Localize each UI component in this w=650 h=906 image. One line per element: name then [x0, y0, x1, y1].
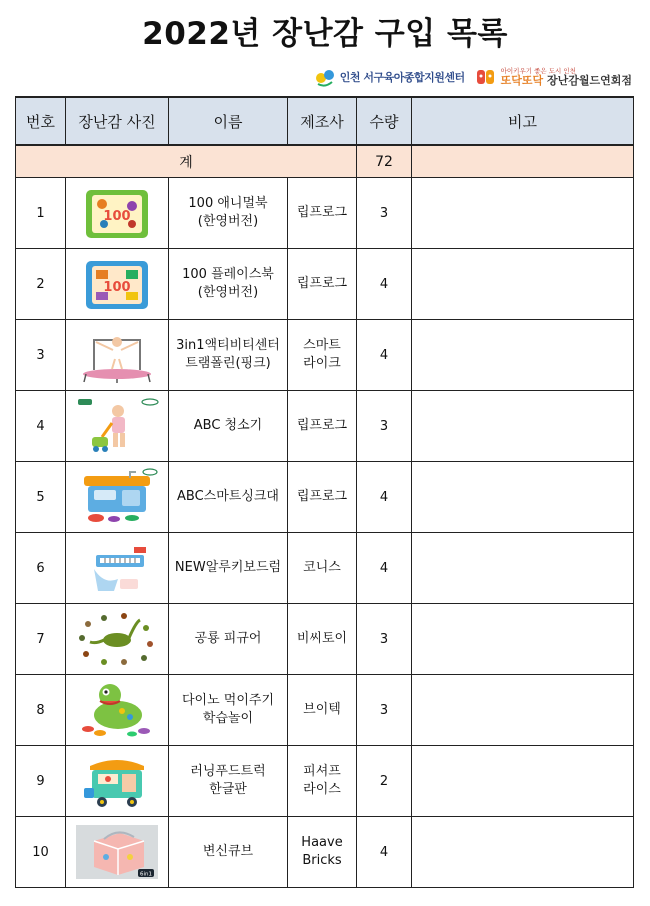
row-maker: 비씨토이	[288, 604, 357, 675]
row-number: 8	[16, 675, 66, 746]
activity-cube-icon	[74, 823, 160, 881]
row-name: 러닝푸드트럭 한글판	[169, 746, 288, 817]
row-number: 9	[16, 746, 66, 817]
toy-purchase-table	[15, 96, 634, 888]
food-truck-icon	[74, 752, 160, 810]
row-name: ABC 청소기	[169, 391, 288, 462]
row-name: 공룡 피규어	[169, 604, 288, 675]
row-number: 2	[16, 249, 66, 320]
row-photo	[66, 817, 169, 888]
row-quantity: 4	[357, 462, 412, 533]
row-photo	[66, 249, 169, 320]
animal-book-icon	[74, 184, 160, 242]
header-note: 비고	[412, 97, 634, 145]
photo-badge-text: 100	[103, 280, 131, 295]
row-quantity: 4	[357, 533, 412, 604]
table-row	[16, 391, 634, 462]
header-quantity: 수량	[357, 97, 412, 145]
row-quantity: 3	[357, 604, 412, 675]
photo-badge-text: 100	[103, 209, 131, 224]
partner-slogan: 아이키우기 좋은 도시 인천	[500, 67, 576, 76]
row-quantity: 3	[357, 675, 412, 746]
row-photo	[66, 462, 169, 533]
row-note	[412, 391, 634, 462]
row-maker: 브이텍	[288, 675, 357, 746]
header-maker: 제조사	[288, 97, 357, 145]
table-row	[16, 746, 634, 817]
table-row	[16, 320, 634, 391]
partner-name-1: 또닥또닥	[500, 73, 544, 87]
photo-badge-text: 6in1	[139, 871, 153, 878]
row-maker: 스마트 라이크	[288, 320, 357, 391]
sink-toy-icon	[74, 468, 160, 526]
table-row	[16, 675, 634, 746]
header-photo: 장난감 사진	[66, 97, 169, 145]
row-photo	[66, 604, 169, 675]
row-photo	[66, 391, 169, 462]
center-logo-text: 인천 서구육아종합지원센터	[339, 71, 465, 84]
row-note	[412, 462, 634, 533]
header-number: 번호	[16, 97, 66, 145]
row-note	[412, 533, 634, 604]
row-name: ABC스마트싱크대	[169, 462, 288, 533]
trampoline-icon	[74, 326, 160, 384]
row-photo	[66, 320, 169, 391]
total-note	[412, 145, 634, 178]
keyboard-drum-icon	[74, 539, 160, 597]
header-name: 이름	[169, 97, 288, 145]
row-note	[412, 249, 634, 320]
page-title: 2022년 장난감 구입 목록	[142, 16, 508, 52]
row-quantity: 3	[357, 391, 412, 462]
row-note	[412, 178, 634, 249]
row-photo	[66, 178, 169, 249]
row-quantity: 4	[357, 817, 412, 888]
row-name: 100 애니멀북 (한영버전)	[169, 178, 288, 249]
center-logo	[314, 66, 465, 88]
row-note	[412, 604, 634, 675]
table-row	[16, 817, 634, 888]
row-number: 6	[16, 533, 66, 604]
row-photo	[66, 675, 169, 746]
partner-name-2: 장난감월드연회점	[546, 73, 632, 87]
row-name: 3in1액티비티센터 트램폴린(핑크)	[169, 320, 288, 391]
row-maker: 립프로그	[288, 249, 357, 320]
row-quantity: 4	[357, 320, 412, 391]
table-header-row	[16, 97, 634, 145]
table-row	[16, 178, 634, 249]
row-maker: 코니스	[288, 533, 357, 604]
row-maker: 립프로그	[288, 462, 357, 533]
row-name: NEW알루키보드럼	[169, 533, 288, 604]
total-quantity: 72	[357, 145, 412, 178]
table-row	[16, 533, 634, 604]
total-row	[16, 145, 634, 178]
row-number: 3	[16, 320, 66, 391]
partner-logo	[475, 66, 632, 88]
row-name: 다이노 먹이주기 학습놀이	[169, 675, 288, 746]
row-photo	[66, 746, 169, 817]
total-label: 계	[16, 145, 357, 178]
row-maker: Haave Bricks	[288, 817, 357, 888]
row-name: 변신큐브	[169, 817, 288, 888]
vacuum-toy-icon	[74, 397, 160, 455]
row-number: 10	[16, 817, 66, 888]
row-number: 5	[16, 462, 66, 533]
table-row	[16, 462, 634, 533]
row-note	[412, 817, 634, 888]
row-number: 4	[16, 391, 66, 462]
row-note	[412, 320, 634, 391]
row-note	[412, 746, 634, 817]
row-number: 7	[16, 604, 66, 675]
row-maker: 립프로그	[288, 391, 357, 462]
row-maker: 립프로그	[288, 178, 357, 249]
row-quantity: 3	[357, 178, 412, 249]
row-note	[412, 675, 634, 746]
dinosaur-figures-icon	[74, 610, 160, 668]
row-name: 100 플레이스북 (한영버전)	[169, 249, 288, 320]
table-row	[16, 604, 634, 675]
places-book-icon	[74, 255, 160, 313]
row-quantity: 4	[357, 249, 412, 320]
dino-feeding-icon	[74, 681, 160, 739]
row-quantity: 2	[357, 746, 412, 817]
table-row	[16, 249, 634, 320]
row-number: 1	[16, 178, 66, 249]
partner-logo-icon	[475, 66, 497, 88]
center-logo-icon	[314, 66, 336, 88]
row-maker: 피셔프 라이스	[288, 746, 357, 817]
row-photo	[66, 533, 169, 604]
logo-bar	[314, 64, 632, 90]
